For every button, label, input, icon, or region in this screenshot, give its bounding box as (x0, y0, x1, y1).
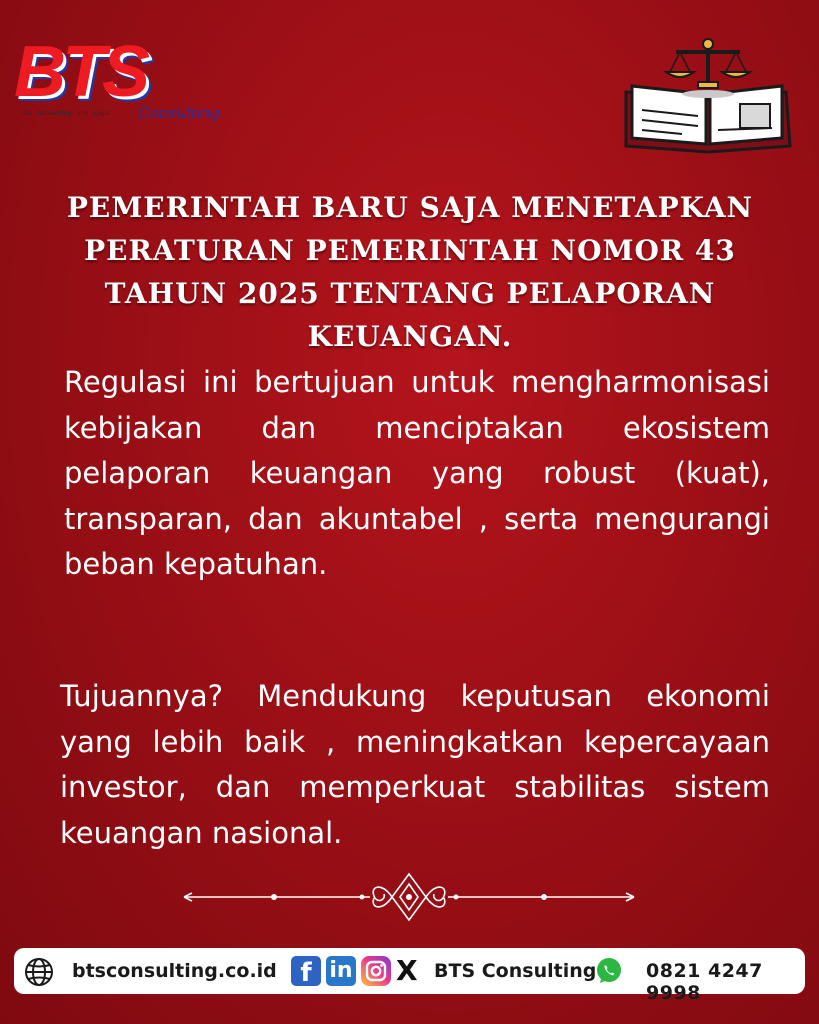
phone-number[interactable]: 0821 4247 9998 (646, 960, 763, 1004)
body-paragraph-regulation: Regulasi ini bertujuan untuk mengharmonisasi kebijakan dan menciptakan ekosistem pelaporan keuangan yang robust (kuat), transparan, dan akuntabel , serta mengurangi beban kepatuhan. (64, 365, 770, 581)
instagram-icon[interactable] (361, 956, 391, 986)
logo-tagline: Tax · Accounting · and · Legal (22, 110, 110, 117)
bts-logo (14, 32, 224, 128)
globe-icon (24, 957, 54, 987)
whatsapp-icon[interactable] (594, 956, 624, 986)
brand-name: BTS Consulting (434, 960, 597, 982)
facebook-icon[interactable]: f (291, 956, 321, 986)
logo-text: BTS (14, 32, 146, 112)
logo-subtext: Consulting (138, 104, 221, 122)
ornamental-divider-icon (178, 868, 640, 926)
body-paragraph-purpose: Tujuannya? Mendukung keputusan ekonomi yang lebih baik , meningkatkan kepercayaan investor, dan memperkuat stabilitas sistem keuangan nasional. (60, 679, 770, 850)
headline: PEMERINTAH BARU SAJA MENETAPKAN PERATURAN PEMERINTAH NOMOR 43 TAHUN 2025 TENTANG PELAPORAN KEUANGAN. (66, 191, 754, 353)
footer-contact-bar (14, 948, 805, 1004)
linkedin-icon[interactable]: in (326, 956, 356, 986)
website-link[interactable]: btsconsulting.co.id (72, 960, 277, 982)
x-icon[interactable]: X (396, 954, 418, 987)
law-book-scale-icon (622, 34, 796, 156)
